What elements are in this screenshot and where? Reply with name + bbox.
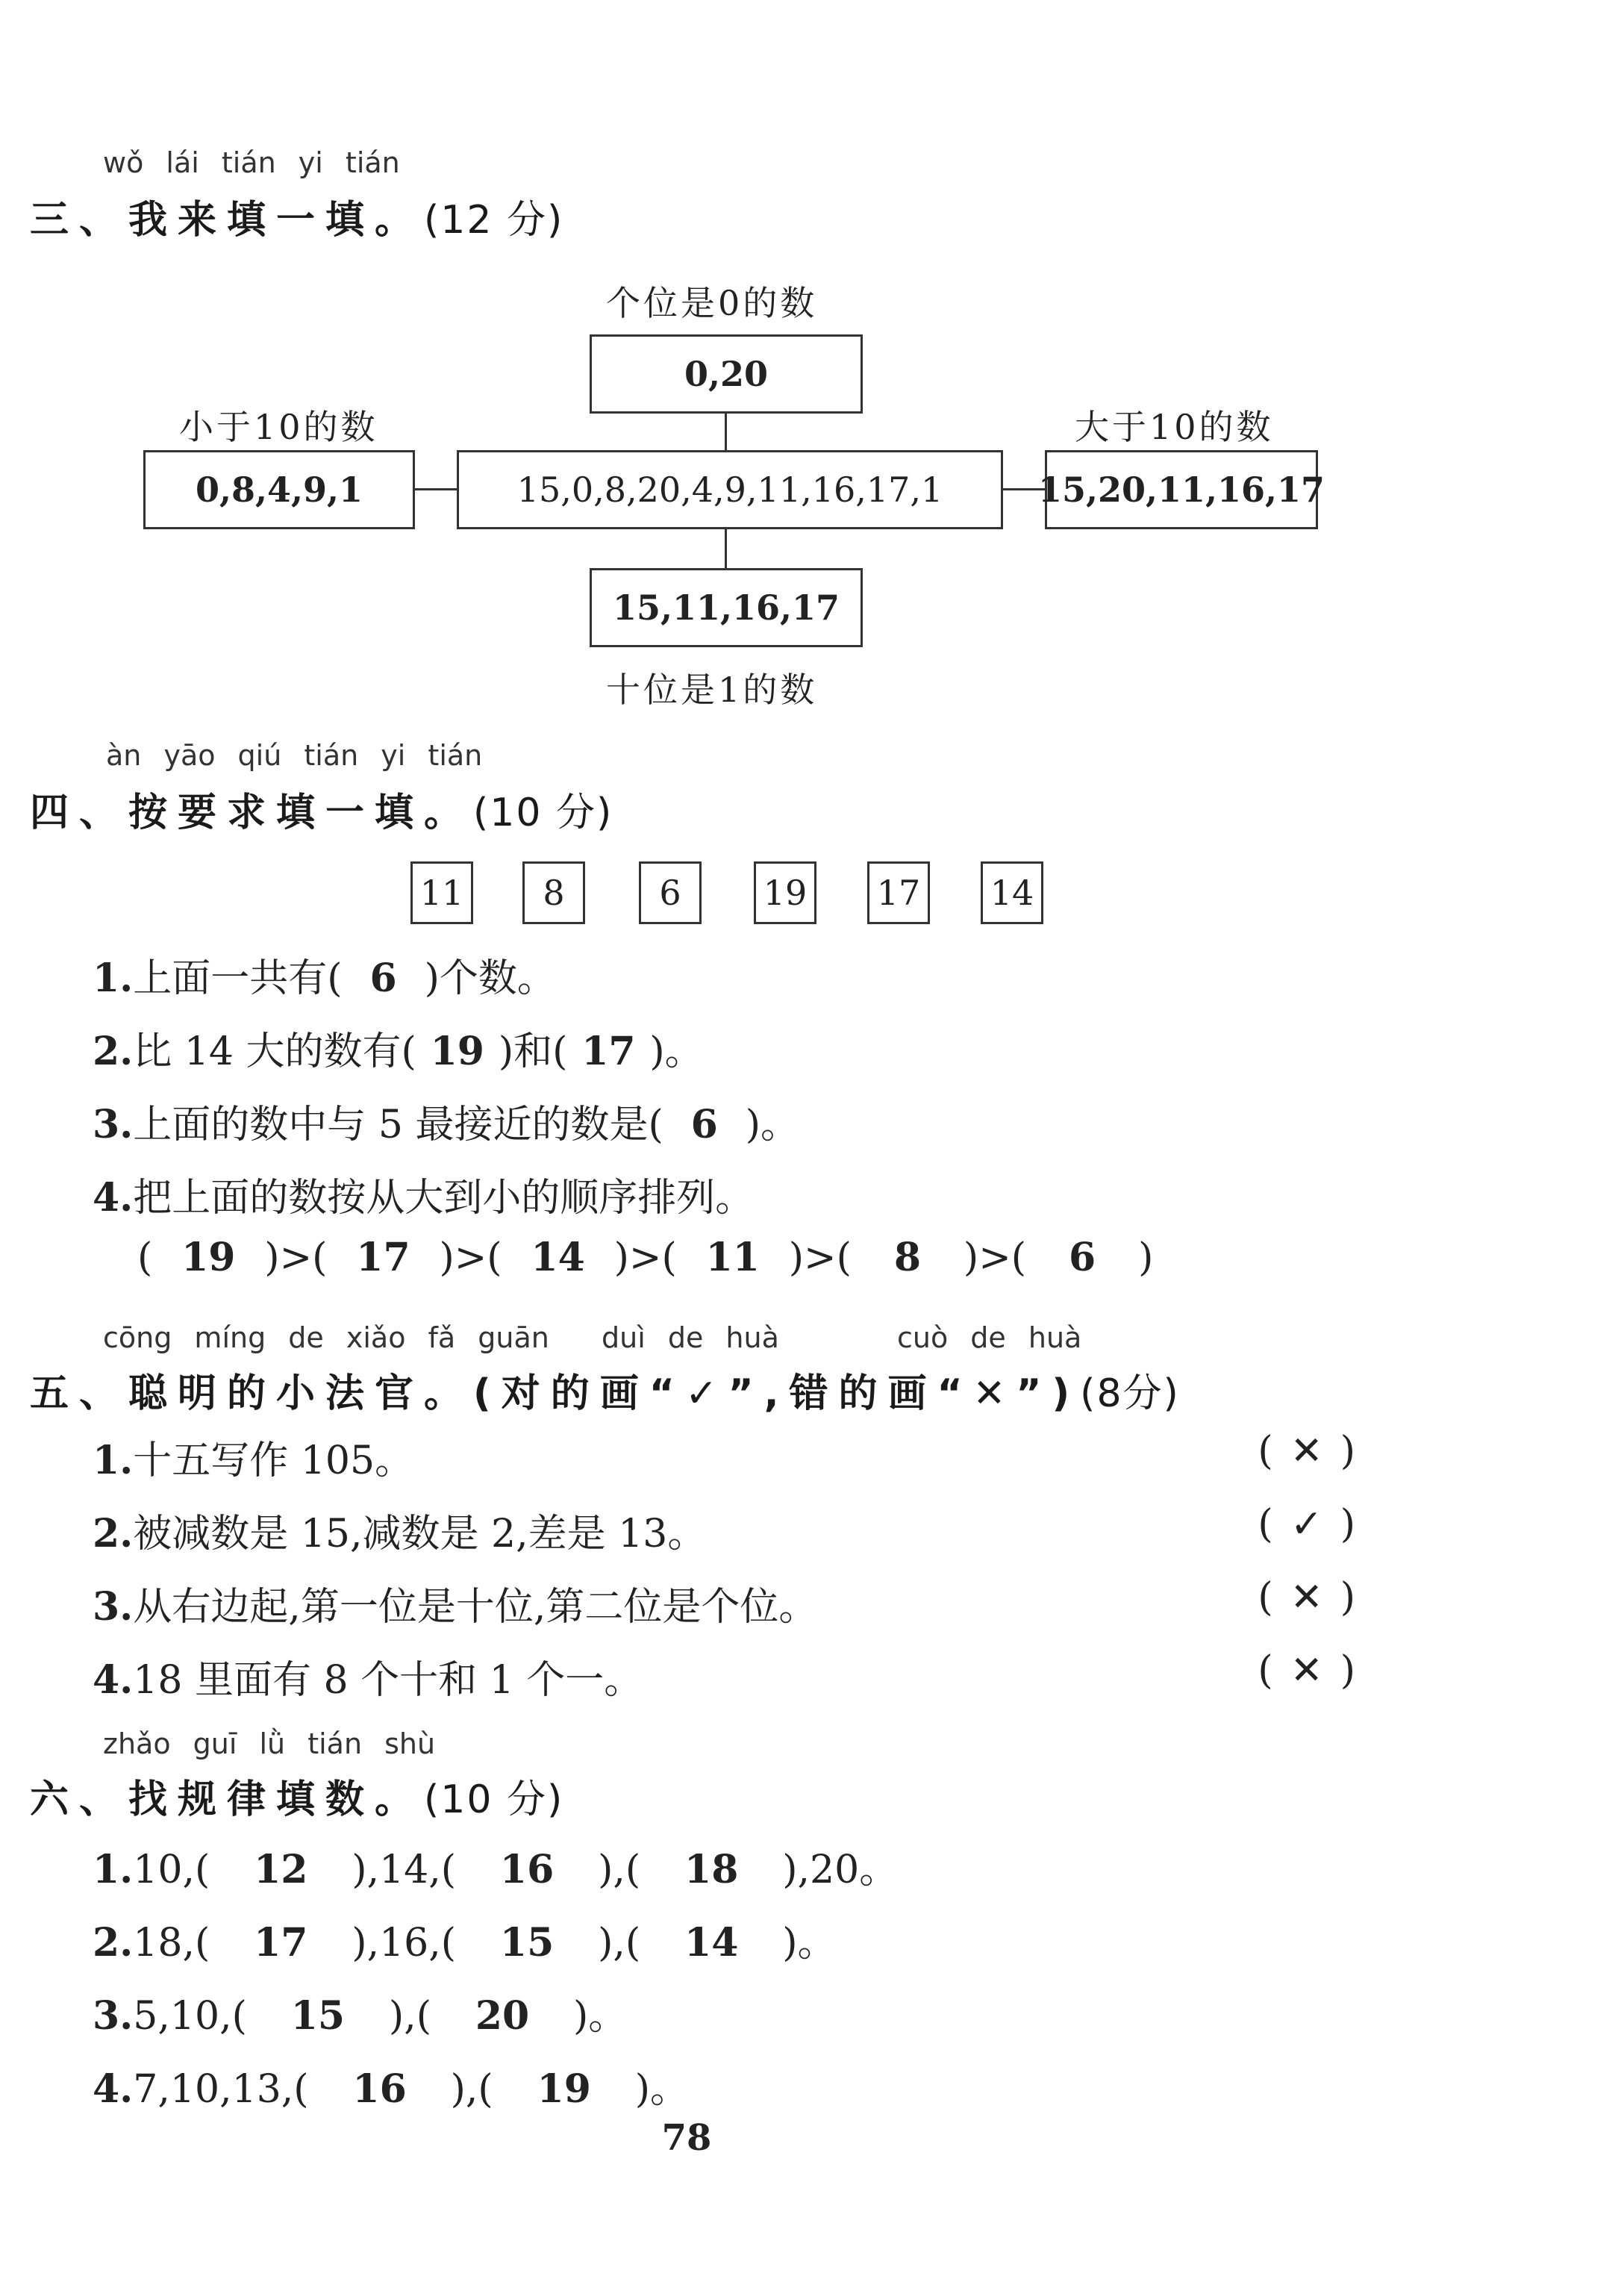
question-number: 2. [93,1920,134,1966]
section5-title-extra: (对的画“✓”,错的画“✕”) [473,1371,1081,1416]
seq-text: 7,10,13,( [133,2067,309,2112]
item-number: 2. [93,1511,134,1556]
item-text: 被减数是 15,减数是 2,差是 13。 [133,1512,707,1556]
question-text: 上面的数中与 5 最接近的数是( [133,1103,663,1147]
seq-answer: 15 [499,1920,555,1966]
s6-question-1 [93,1838,898,1894]
bottom-answer-box [590,568,863,647]
question-number: 2. [93,1029,134,1074]
number-box [981,861,1043,924]
number-box [754,861,816,924]
seq-text: )。 [634,2067,689,2112]
top-label: 个位是0的数 [606,283,818,323]
question-text: )。 [649,1029,704,1074]
seq-answer: 16 [352,2066,407,2112]
seq-text: 5,10,( [133,1994,247,2039]
center-numbers: 15,0,8,20,4,9,11,16,17,1 [516,470,943,510]
s4-question-2 [93,1020,704,1076]
order-answer: 14 [531,1235,585,1280]
question-text: )。 [745,1103,800,1147]
right-label: 大于10的数 [1075,407,1274,447]
seq-text: ),( [450,2067,493,2112]
seq-text: ),20。 [782,1848,899,1892]
section3-title [30,188,563,244]
item-text: 18 里面有 8 个十和 1 个一。 [133,1658,643,1703]
seq-answer: 20 [475,1993,530,2039]
question-number: 3. [93,1993,134,2039]
order-sep: )>( [613,1235,677,1280]
number-box [410,861,473,924]
seq-text: ),( [598,1921,641,1966]
section5-pinyin-2: duì de huà [602,1321,779,1354]
order-sep: )>( [264,1235,328,1280]
seq-answer: 16 [499,1847,555,1892]
question-number: 1. [93,956,134,1001]
right-answer-box [1037,450,1325,529]
number-box [522,861,585,924]
s6-question-2 [93,1911,837,1967]
left-answer: 0,8,4,9,1 [195,470,363,510]
section4-title [30,781,613,837]
s5-mark-1: ( ✕ ) [1258,1429,1355,1474]
s6-question-4 [93,2057,689,2113]
seq-answer: 12 [254,1847,308,1892]
question-number: 4. [93,2066,134,2112]
number-box [639,861,702,924]
question-text: 把上面的数按从大到小的顺序排列。 [133,1176,755,1221]
order-answer: 19 [181,1235,236,1280]
answer: 17 [581,1029,636,1074]
number-box-value: 6 [659,873,681,913]
section6-score: (10 分) [424,1777,564,1822]
top-connector [725,414,727,452]
question-number: 1. [93,1847,134,1892]
number-box-value: 19 [763,873,808,913]
section3-score: (12 分) [424,198,564,243]
s6-question-3 [93,1984,627,2040]
bottom-label: 十位是1的数 [606,670,818,710]
seq-answer: 18 [684,1847,739,1892]
top-answer-box [590,334,863,414]
s5-item-4 [93,1648,643,1704]
order-answer: 11 [705,1235,760,1280]
right-answer: 15,20,11,16,17 [1037,470,1325,510]
s4-question-3 [93,1093,799,1149]
number-box-value: 11 [419,873,464,913]
s5-item-1 [93,1429,413,1485]
question-number: 4. [93,1175,134,1221]
item-text: 从右边起,第一位是十位,第二位是个位。 [133,1585,818,1630]
section5-pinyin-3: cuò de huà [897,1321,1082,1354]
seq-text: ),16,( [352,1921,457,1966]
item-number: 1. [93,1438,134,1483]
question-text: )个数。 [424,956,556,1001]
paren-close: ) [1138,1235,1154,1280]
seq-text: 10,( [133,1848,210,1892]
answer: 6 [690,1102,718,1147]
paren-open: ( [137,1235,153,1280]
left-label: 小于10的数 [179,407,378,447]
number-box-value: 17 [876,873,921,913]
order-sep: )>( [788,1235,852,1280]
number-box-value: 8 [543,873,565,913]
seq-answer: 19 [537,2066,591,2112]
section5-title-text: 五、聪明的小法官。 [30,1371,474,1416]
order-answer-row [137,1235,1153,1280]
s5-item-2 [93,1502,706,1558]
judge-mark: ✕ [1290,1575,1323,1620]
section6-title [30,1768,563,1824]
center-box [457,450,1003,529]
section6-pinyin: zhǎo guī lǜ tián shù [103,1727,436,1760]
order-answer: 6 [1068,1235,1096,1280]
seq-text: ),( [388,1994,432,2039]
question-number: 3. [93,1102,134,1147]
s5-mark-2: ( ✓ ) [1258,1502,1355,1547]
s5-item-3 [93,1575,817,1631]
seq-answer: 17 [254,1920,308,1966]
seq-text: ),14,( [352,1848,457,1892]
seq-text: 18,( [133,1921,210,1966]
number-box-value: 14 [990,873,1034,913]
left-connector [415,488,457,490]
order-sep: )>( [439,1235,502,1280]
section3-pinyin: wǒ lái tián yi tián [103,146,400,179]
judge-mark: ✓ [1290,1502,1323,1547]
section6-title-text: 六、找规律填数。 [30,1777,425,1822]
s5-mark-3: ( ✕ ) [1258,1575,1355,1620]
s4-question-4 [93,1166,754,1222]
section4-title-text: 四、按要求填一填。 [30,791,474,835]
order-answer: 8 [893,1235,922,1280]
order-answer: 17 [356,1235,410,1280]
judge-mark: ✕ [1290,1429,1323,1474]
seq-text: )。 [573,1994,628,2039]
number-box [867,861,930,924]
answer: 19 [430,1029,484,1074]
page-number: 78 [661,2117,712,2159]
seq-answer: 15 [290,1993,346,2039]
answer: 6 [369,956,397,1001]
section3-title-text: 三、我来填一填。 [30,198,425,243]
item-number: 4. [93,1657,134,1703]
question-text: 上面一共有( [133,956,343,1001]
question-text: 比 14 大的数有( [133,1029,416,1074]
s5-mark-4: ( ✕ ) [1258,1648,1355,1693]
seq-text: )。 [782,1921,837,1966]
item-number: 3. [93,1584,134,1630]
bottom-connector [725,529,727,568]
question-text: )和( [498,1029,568,1074]
order-sep: )>( [963,1235,1027,1280]
seq-text: ),( [598,1848,641,1892]
seq-answer: 14 [684,1920,739,1966]
section5-title [30,1362,1180,1418]
left-answer-box [143,450,415,529]
section5-pinyin-1: cōng míng de xiǎo fǎ guān [103,1321,549,1354]
item-text: 十五写作 105。 [133,1439,414,1483]
section4-pinyin: àn yāo qiú tián yi tián [106,739,483,772]
judge-mark: ✕ [1290,1648,1323,1693]
section4-score: (10 分) [473,791,613,835]
bottom-answer: 15,11,16,17 [612,587,840,628]
s4-question-1 [93,947,556,1003]
section5-score: (8分) [1080,1371,1180,1416]
top-answer: 0,20 [684,354,769,394]
